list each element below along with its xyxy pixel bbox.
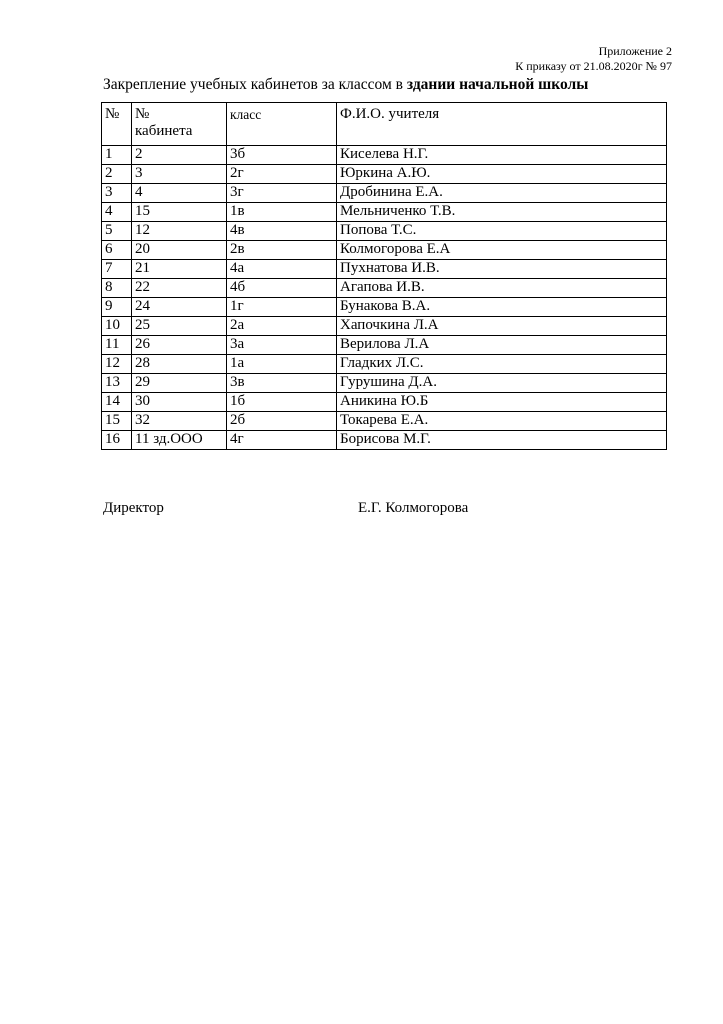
cell-room: 29	[132, 374, 227, 393]
cell-class: 2б	[227, 412, 337, 431]
cell-teacher: Колмогорова Е.А	[337, 241, 667, 260]
cell-teacher: Аникина Ю.Б	[337, 393, 667, 412]
document-title	[103, 76, 588, 94]
cell-num: 14	[102, 393, 132, 412]
cell-teacher: Юркина А.Ю.	[337, 165, 667, 184]
cell-room: 15	[132, 203, 227, 222]
cell-num: 3	[102, 184, 132, 203]
cell-room: 32	[132, 412, 227, 431]
cell-class: 2в	[227, 241, 337, 260]
table-row	[102, 336, 667, 355]
cell-num: 6	[102, 241, 132, 260]
cell-room: 30	[132, 393, 227, 412]
table-row	[102, 355, 667, 374]
table-row	[102, 431, 667, 450]
header-teacher: Ф.И.О. учителя	[337, 103, 667, 146]
cell-num: 15	[102, 412, 132, 431]
cell-num: 4	[102, 203, 132, 222]
cell-class: 3в	[227, 374, 337, 393]
cell-room: 26	[132, 336, 227, 355]
cell-num: 11	[102, 336, 132, 355]
cell-room: 2	[132, 146, 227, 165]
header-room-line1: №	[135, 106, 150, 122]
table-row	[102, 241, 667, 260]
cell-class: 1б	[227, 393, 337, 412]
table-row	[102, 393, 667, 412]
cell-class: 2г	[227, 165, 337, 184]
cell-room: 24	[132, 298, 227, 317]
cell-num: 13	[102, 374, 132, 393]
cell-teacher: Агапова И.В.	[337, 279, 667, 298]
cell-teacher: Мельниченко Т.В.	[337, 203, 667, 222]
cell-class: 4а	[227, 260, 337, 279]
signature-name: Е.Г. Колмогорова	[358, 500, 469, 516]
header-num: №	[102, 103, 132, 146]
cell-num: 8	[102, 279, 132, 298]
table-row	[102, 412, 667, 431]
table-row	[102, 165, 667, 184]
table-row	[102, 203, 667, 222]
cell-class: 4г	[227, 431, 337, 450]
order-reference: К приказу от 21.08.2020г № 97	[515, 59, 672, 73]
cell-class: 2а	[227, 317, 337, 336]
cell-num: 2	[102, 165, 132, 184]
cell-class: 3г	[227, 184, 337, 203]
cell-class: 4б	[227, 279, 337, 298]
title-prefix: Закрепление учебных кабинетов за классом в	[103, 76, 407, 93]
table-row	[102, 298, 667, 317]
cell-teacher: Борисова М.Г.	[337, 431, 667, 450]
table-row	[102, 279, 667, 298]
cell-room: 4	[132, 184, 227, 203]
cell-room: 3	[132, 165, 227, 184]
title-bold-part: здании начальной школы	[406, 76, 589, 93]
header-class: класс	[227, 103, 337, 146]
cell-teacher: Гладких Л.С.	[337, 355, 667, 374]
cell-teacher: Киселева Н.Г.	[337, 146, 667, 165]
table-header-row	[102, 103, 667, 146]
cell-room: 21	[132, 260, 227, 279]
table-row	[102, 146, 667, 165]
cell-room: 20	[132, 241, 227, 260]
cell-teacher: Бунакова В.А.	[337, 298, 667, 317]
cell-num: 12	[102, 355, 132, 374]
cell-teacher: Верилова Л.А	[337, 336, 667, 355]
cell-num: 7	[102, 260, 132, 279]
header-room	[132, 103, 227, 146]
cell-num: 5	[102, 222, 132, 241]
table-row	[102, 222, 667, 241]
cell-class: 1в	[227, 203, 337, 222]
cell-teacher: Гурушина Д.А.	[337, 374, 667, 393]
cell-room: 28	[132, 355, 227, 374]
cell-teacher: Попова Т.С.	[337, 222, 667, 241]
table-row	[102, 260, 667, 279]
cell-class: 3б	[227, 146, 337, 165]
appendix-label: Приложение 2	[598, 44, 672, 58]
cell-teacher: Хапочкина Л.А	[337, 317, 667, 336]
cell-room: 25	[132, 317, 227, 336]
table-row	[102, 317, 667, 336]
cell-class: 3а	[227, 336, 337, 355]
cell-class: 1а	[227, 355, 337, 374]
header-room-line2: кабинета	[135, 123, 193, 139]
table-row	[102, 184, 667, 203]
cell-teacher: Токарева Е.А.	[337, 412, 667, 431]
cell-room: 12	[132, 222, 227, 241]
signature-position: Директор	[103, 500, 164, 516]
cell-num: 16	[102, 431, 132, 450]
cell-num: 10	[102, 317, 132, 336]
cell-teacher: Дробинина Е.А.	[337, 184, 667, 203]
table-row	[102, 374, 667, 393]
cell-num: 1	[102, 146, 132, 165]
cell-num: 9	[102, 298, 132, 317]
cell-class: 4в	[227, 222, 337, 241]
room-assignment-table	[101, 102, 667, 450]
cell-room: 11 зд.ООО	[132, 431, 227, 450]
cell-teacher: Пухнатова И.В.	[337, 260, 667, 279]
cell-class: 1г	[227, 298, 337, 317]
cell-room: 22	[132, 279, 227, 298]
